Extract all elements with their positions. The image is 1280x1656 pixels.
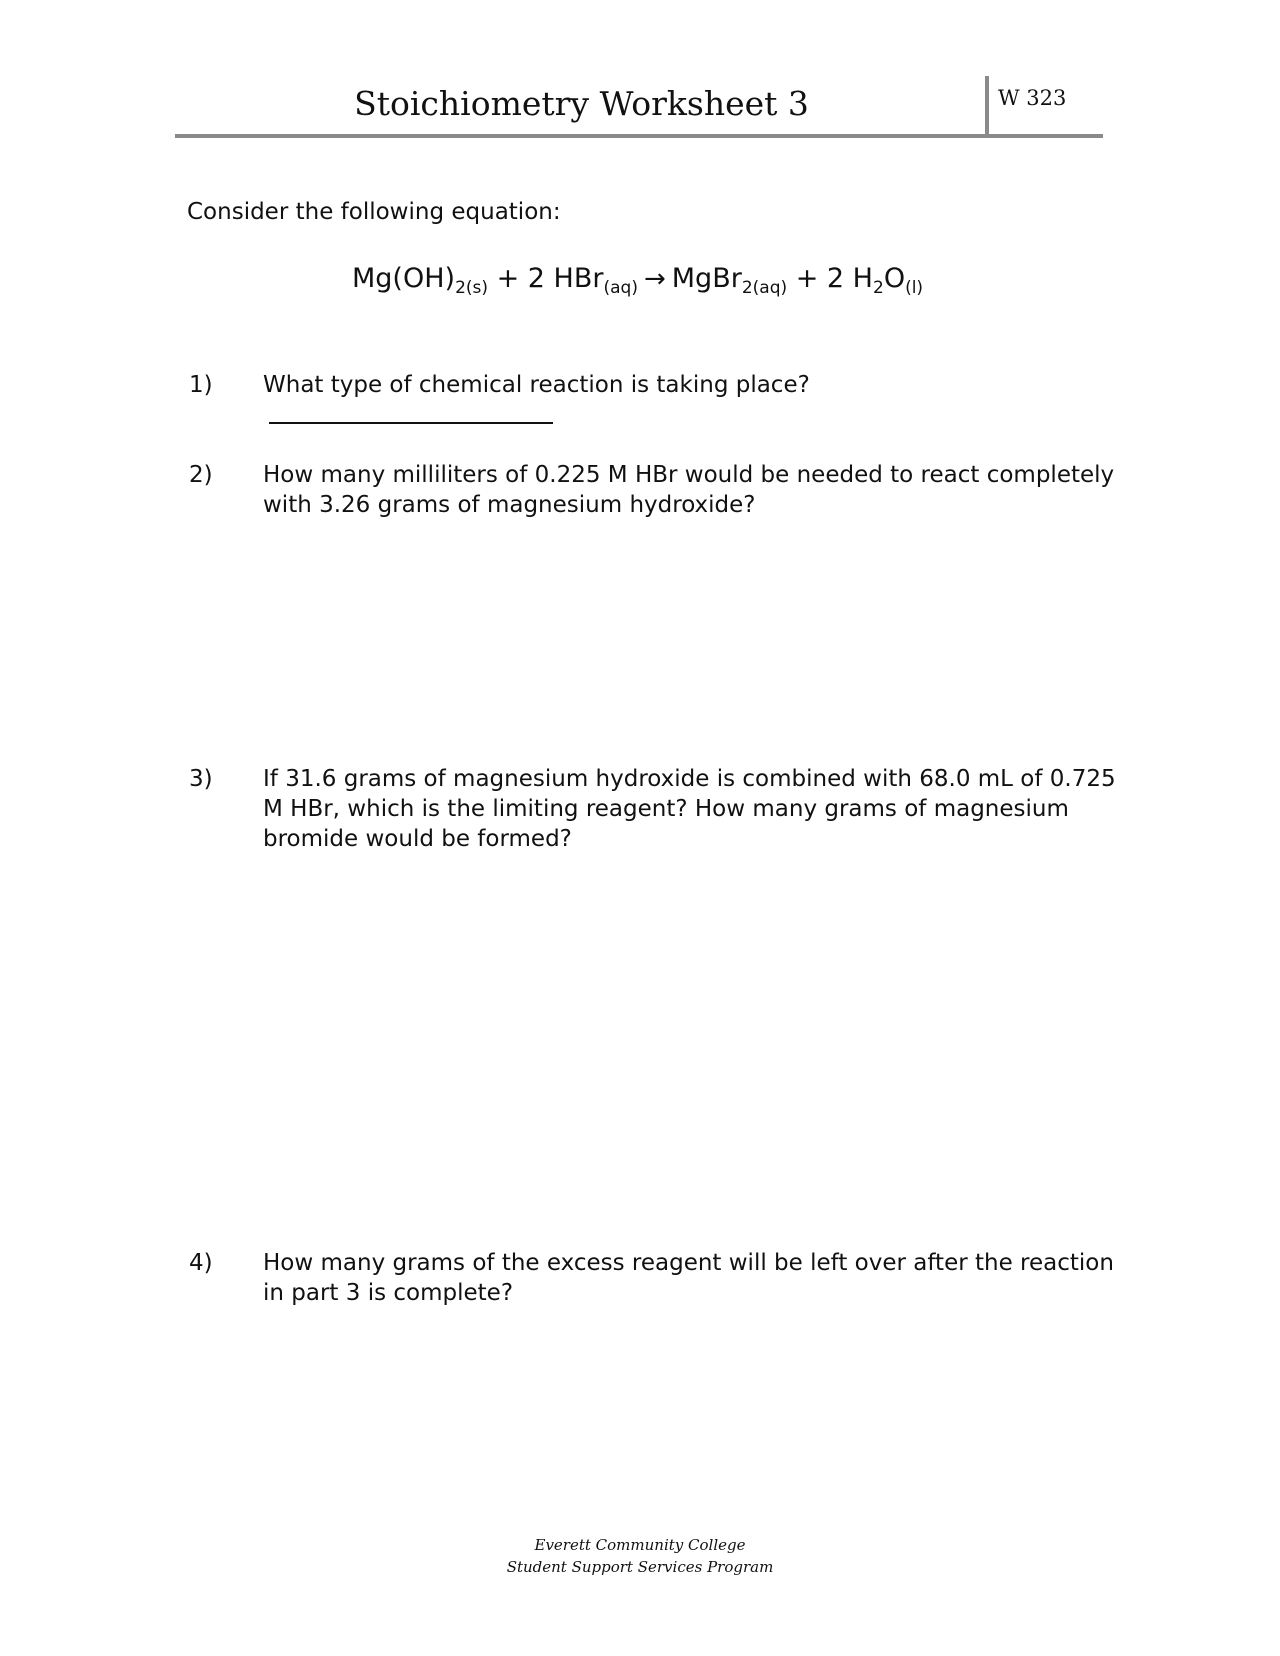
equation-term: Mg(OH) xyxy=(352,263,456,294)
question-line: in part 3 is complete? xyxy=(263,1280,514,1306)
question-3 xyxy=(263,764,1116,854)
question-line: M HBr, which is the limiting reagent? How many grams of magnesium xyxy=(263,796,1069,822)
question-line: If 31.6 grams of magnesium hydroxide is combined with 68.0 mL of 0.725 xyxy=(263,766,1116,792)
equation-term: O xyxy=(883,263,906,294)
chemical-equation xyxy=(352,261,923,297)
equation-subscript: 2(aq) xyxy=(741,278,788,298)
equation-term: + 2 HBr xyxy=(488,263,604,294)
question-line: with 3.26 grams of magnesium hydroxide? xyxy=(263,492,756,518)
question-number: 4) xyxy=(189,1250,213,1276)
equation-subscript: 2 xyxy=(872,278,884,298)
arrow-icon: → xyxy=(643,264,666,294)
equation-subscript: 2(s) xyxy=(455,278,488,298)
question-line: How many grams of the excess reagent will be left over after the reaction xyxy=(263,1250,1114,1276)
equation-subscript: (aq) xyxy=(603,278,638,298)
question-line-text: What type of chemical reaction is taking place? xyxy=(263,372,810,398)
footer-college: Everett Community College xyxy=(534,1536,746,1554)
intro-text: Consider the following equation: xyxy=(187,199,561,225)
question-4 xyxy=(263,1248,1114,1308)
equation-term: + 2 H xyxy=(787,263,873,294)
question-number: 1) xyxy=(189,372,213,398)
answer-blank[interactable] xyxy=(269,400,553,424)
header-rule xyxy=(175,134,1103,138)
equation-subscript: (l) xyxy=(905,278,924,298)
worksheet-code: W 323 xyxy=(998,86,1067,110)
question-1 xyxy=(263,370,1093,424)
question-line xyxy=(263,370,1093,424)
equation-term: MgBr xyxy=(671,263,742,294)
question-line: bromide would be formed? xyxy=(263,826,572,852)
question-line: How many milliliters of 0.225 M HBr would be needed to react completely xyxy=(263,462,1115,488)
question-number: 3) xyxy=(189,766,213,792)
page-title: Stoichiometry Worksheet 3 xyxy=(354,84,809,123)
question-number: 2) xyxy=(189,462,213,488)
question-2 xyxy=(263,460,1115,520)
footer xyxy=(0,1534,1280,1578)
header-divider-vertical xyxy=(985,76,989,136)
footer-program: Student Support Services Program xyxy=(506,1558,774,1576)
